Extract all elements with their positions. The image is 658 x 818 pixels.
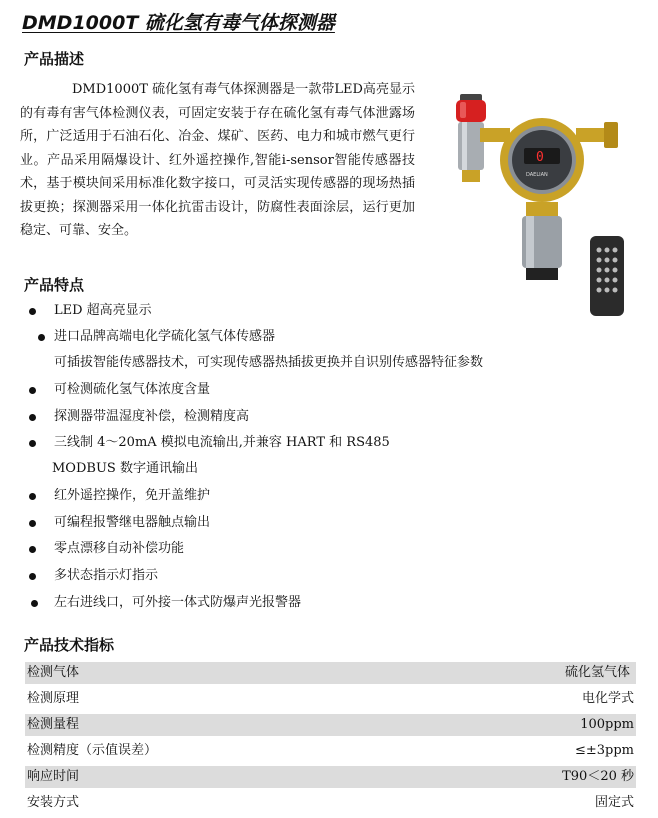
spec-row-mounting bbox=[25, 792, 636, 814]
description-text: DMD1000T 硫化氢有毒气体探测器是一款带LED高亮显示的有毒有害气体检测仪表，可固定安装于存在硫化氢有毒气体泄露场所，广泛适用于石油石化、冶金、煤矿、医药、电力和城市燃气更行业。产品采用隔爆设计、红外遥控操作,智能i-sensor智能传感器技术，基于模块间采用标准化数字接口，可灵活实现传感器的现场热插拔更换；探测器采用一体化抗雷击设计，防腐性表面涂层，运行更加稳定、可靠、安全。 bbox=[20, 82, 415, 238]
spec-label: 检测原理 bbox=[27, 691, 80, 706]
spec-row-accuracy bbox=[25, 740, 636, 762]
spec-value: 硫化氢气体 bbox=[564, 665, 630, 680]
spec-value: 电化学式 bbox=[581, 691, 634, 706]
features-heading: 产品特点 bbox=[24, 276, 85, 294]
bullet-icon bbox=[29, 520, 36, 527]
description-heading: 产品描述 bbox=[24, 50, 85, 68]
spec-value: ≤±3ppm bbox=[574, 743, 634, 758]
spec-label: 检测精度（示值误差） bbox=[27, 743, 158, 758]
bullet-icon bbox=[29, 387, 36, 394]
bullet-icon bbox=[29, 440, 36, 447]
conduit-right bbox=[576, 128, 608, 142]
product-image bbox=[440, 88, 640, 320]
spec-label: 检测气体 bbox=[27, 665, 80, 680]
spec-value: 100ppm bbox=[580, 717, 634, 732]
display-digit: 0 bbox=[536, 150, 544, 165]
bullet-icon bbox=[29, 414, 36, 421]
specs-heading: 产品技术指标 bbox=[24, 636, 115, 654]
description-paragraph bbox=[20, 78, 415, 243]
spec-row-principle bbox=[25, 688, 636, 710]
spec-label: 响应时间 bbox=[27, 769, 80, 784]
spec-value: 固定式 bbox=[594, 795, 634, 810]
bullet-icon bbox=[31, 600, 38, 607]
spec-row-range bbox=[25, 714, 636, 736]
spec-label: 检测量程 bbox=[27, 717, 80, 732]
spec-value: T90＜20 秒 bbox=[562, 769, 634, 784]
gas-detector-illustration bbox=[440, 88, 640, 320]
spec-row-gas bbox=[25, 662, 636, 684]
bullet-icon bbox=[29, 546, 36, 553]
bullet-icon bbox=[29, 308, 36, 315]
page-title: DMD1000T 硫化氢有毒气体探测器 bbox=[22, 12, 335, 34]
bullet-icon bbox=[29, 573, 36, 580]
spec-row-response bbox=[25, 766, 636, 788]
bullet-icon bbox=[29, 493, 36, 500]
bullet-icon bbox=[38, 334, 45, 341]
spec-label: 安装方式 bbox=[27, 795, 80, 810]
brand-label: DAELIAN bbox=[526, 172, 548, 178]
